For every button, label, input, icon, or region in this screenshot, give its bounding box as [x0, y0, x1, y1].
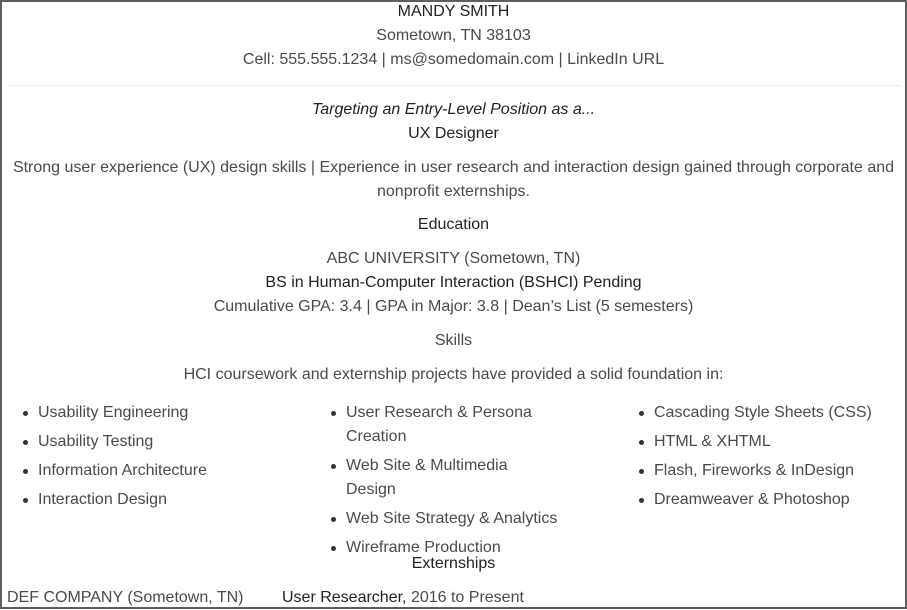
- skill-item: Wireframe Production: [331, 536, 561, 560]
- candidate-name: MANDY SMITH: [397, 3, 510, 20]
- summary: Strong user experience (UX) design skills | Experience in user research and interaction design gained through corporate and nonprofit externships.: [12, 159, 895, 200]
- skill-item: Interaction Design: [23, 488, 303, 512]
- linkedin-link[interactable]: LinkedIn URL: [567, 51, 665, 68]
- externship-company: DEF COMPANY (Sometown, TN): [7, 589, 244, 606]
- skills-column-3: [639, 401, 899, 517]
- skill-item: Information Architecture: [23, 459, 303, 483]
- section-heading-skills: Skills: [434, 332, 473, 349]
- section-heading-education: Education: [417, 216, 490, 233]
- externship-role: [282, 586, 524, 610]
- skills-column-2: [331, 401, 561, 565]
- header-divider: [6, 85, 901, 86]
- skill-item: Cascading Style Sheets (CSS): [639, 401, 899, 425]
- skill-item: Web Site & Multimedia Design: [331, 454, 561, 502]
- targeting-line: Targeting an Entry-Level Position as a...: [311, 101, 596, 118]
- separator: |: [554, 51, 568, 68]
- externship-dates: 2016 to Present: [406, 589, 524, 606]
- contact-line: [2, 48, 905, 72]
- target-role: UX Designer: [408, 125, 499, 142]
- skills-column-1: [23, 401, 303, 517]
- skill-item: Dreamweaver & Photoshop: [639, 488, 899, 512]
- separator: |: [377, 51, 391, 68]
- externship-title: User Researcher,: [282, 589, 407, 606]
- skill-item: Flash, Fireworks & InDesign: [639, 459, 899, 483]
- skill-item: HTML & XHTML: [639, 430, 899, 454]
- skill-item: Web Site Strategy & Analytics: [331, 507, 561, 531]
- email-link[interactable]: ms@somedomain.com: [390, 51, 555, 68]
- address: Sometown, TN 38103: [376, 27, 531, 44]
- university: ABC UNIVERSITY (Sometown, TN): [326, 250, 581, 267]
- gpa-line: Cumulative GPA: 3.4 | GPA in Major: 3.8 | Dean’s List (5 semesters): [213, 298, 694, 315]
- section-heading-externships: Externships: [411, 555, 496, 572]
- degree: BS in Human-Computer Interaction (BSHCI) Pending: [265, 274, 642, 291]
- phone: Cell: 555.555.1234: [242, 51, 378, 68]
- skills-intro: HCI coursework and externship projects have provided a solid foundation in:: [183, 366, 724, 383]
- skill-item: Usability Testing: [23, 430, 303, 454]
- skill-item: User Research & Persona Creation: [331, 401, 561, 449]
- skill-item: Usability Engineering: [23, 401, 303, 425]
